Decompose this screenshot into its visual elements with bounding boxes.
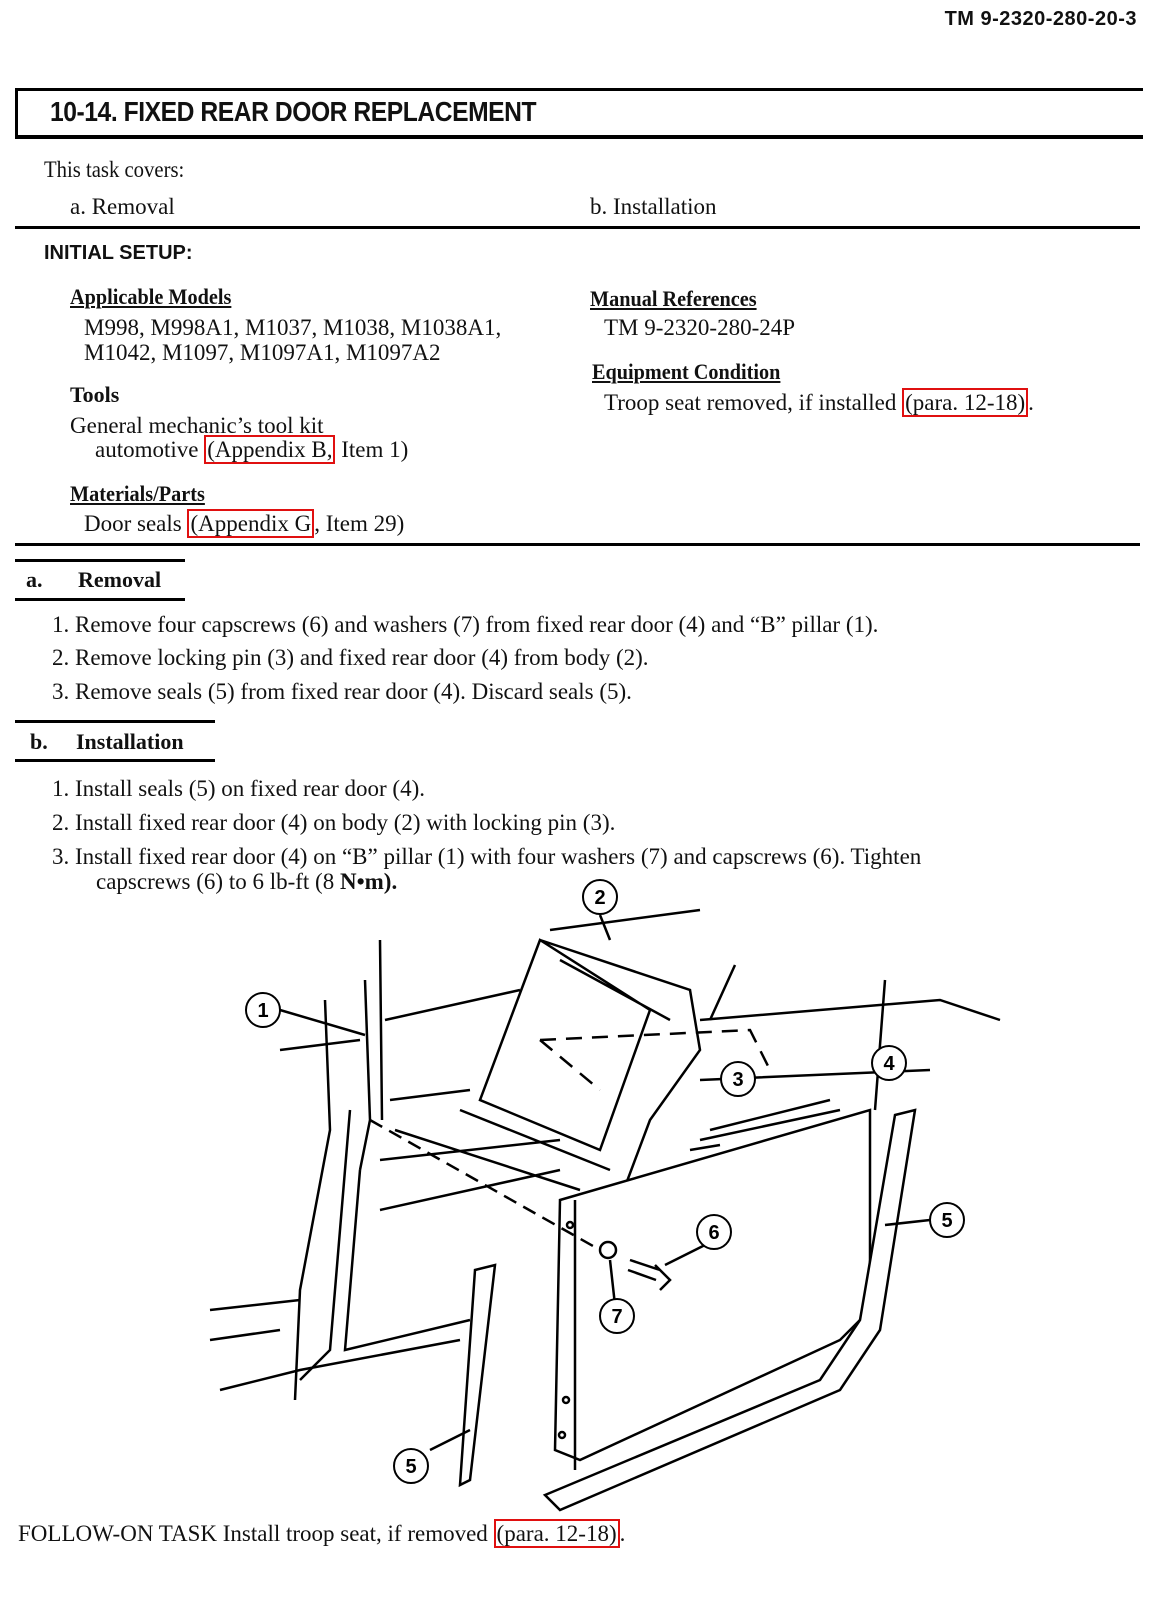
installation-step: 3. Install fixed rear door (4) on “B” pillar (1) with four washers (7) and capscrews (6). Tighten bbox=[52, 844, 922, 869]
appendix-g-link[interactable]: (Appendix G bbox=[187, 509, 314, 538]
callout-1: 1 bbox=[257, 1000, 269, 1022]
tools-line bbox=[95, 437, 408, 463]
callout-2: 2 bbox=[594, 887, 606, 909]
appendix-b-link[interactable]: (Appendix B, bbox=[204, 435, 335, 464]
para-12-18-link[interactable]: (para. 12-18) bbox=[902, 388, 1028, 417]
text: automotive bbox=[95, 437, 205, 462]
removal-step: 1. Remove four capscrews (6) and washers (7) from fixed rear door (4) and “B” pillar (1). bbox=[52, 612, 879, 637]
callout-6: 6 bbox=[708, 1222, 720, 1244]
section-letter: a. bbox=[26, 567, 43, 592]
text: FOLLOW-ON TASK Install troop seat, if removed bbox=[18, 1521, 494, 1546]
callout-3: 3 bbox=[732, 1069, 744, 1091]
tools-heading: Tools bbox=[70, 382, 120, 407]
equipment-condition-line bbox=[604, 390, 1034, 416]
callout-4: 4 bbox=[883, 1053, 895, 1075]
document-number: TM 9-2320-280-20-3 bbox=[944, 8, 1137, 30]
models-line: M998, M998A1, M1037, M1038, M1038A1, bbox=[84, 315, 502, 340]
door-seal bbox=[460, 1265, 495, 1485]
text: , Item 29) bbox=[314, 511, 405, 536]
manual-references-heading: Manual References bbox=[590, 286, 757, 311]
removal-heading: Removal bbox=[78, 567, 162, 592]
text: Troop seat removed, if installed bbox=[604, 390, 903, 415]
materials-heading: Materials/Parts bbox=[70, 481, 205, 506]
body-structure bbox=[460, 910, 700, 1200]
installation-heading: Installation bbox=[76, 729, 184, 754]
equipment-condition-heading: Equipment Condition bbox=[592, 359, 781, 384]
text: . bbox=[1028, 390, 1034, 415]
models-line: M1042, M1097, M1097A1, M1097A2 bbox=[84, 340, 441, 365]
applicable-models-heading: Applicable Models bbox=[70, 284, 232, 309]
exploded-view-illustration bbox=[0, 870, 1175, 1520]
text: capscrews (6) to 6 lb-ft (8 bbox=[96, 869, 340, 894]
callout-7: 7 bbox=[611, 1306, 623, 1328]
removal-step: 2. Remove locking pin (3) and fixed rear door (4) from body (2). bbox=[52, 645, 649, 670]
text: . bbox=[619, 1521, 626, 1546]
divider bbox=[15, 226, 1140, 229]
task-installation: b. Installation bbox=[590, 194, 717, 219]
para-12-18-link[interactable]: (para. 12-18) bbox=[494, 1519, 620, 1548]
tools-line: General mechanic’s tool kit bbox=[70, 413, 324, 438]
installation-step: 2. Install fixed rear door (4) on body (2) with locking pin (3). bbox=[52, 810, 616, 835]
removal-step: 3. Remove seals (5) from fixed rear door (4). Discard seals (5). bbox=[52, 679, 632, 704]
torque-unit: N•m). bbox=[339, 869, 398, 894]
follow-on-task bbox=[18, 1521, 625, 1547]
materials-line bbox=[84, 511, 404, 537]
task-covers-label: This task covers: bbox=[44, 157, 185, 182]
section-letter: b. bbox=[30, 729, 48, 754]
text: Item 1) bbox=[335, 437, 409, 462]
callout-5b: 5 bbox=[405, 1456, 417, 1478]
b-pillar bbox=[295, 940, 382, 1400]
manual-ref: TM 9-2320-280-24P bbox=[604, 315, 796, 340]
task-removal: a. Removal bbox=[70, 194, 175, 219]
divider bbox=[15, 543, 1140, 546]
text: Door seals bbox=[84, 511, 188, 536]
page-title: 10-14. FIXED REAR DOOR REPLACEMENT bbox=[50, 96, 537, 127]
installation-step: 1. Install seals (5) on fixed rear door (4). bbox=[52, 776, 425, 801]
fixed-rear-door bbox=[555, 1110, 870, 1460]
initial-setup-label: INITIAL SETUP: bbox=[44, 242, 193, 264]
callout-5: 5 bbox=[941, 1210, 953, 1232]
